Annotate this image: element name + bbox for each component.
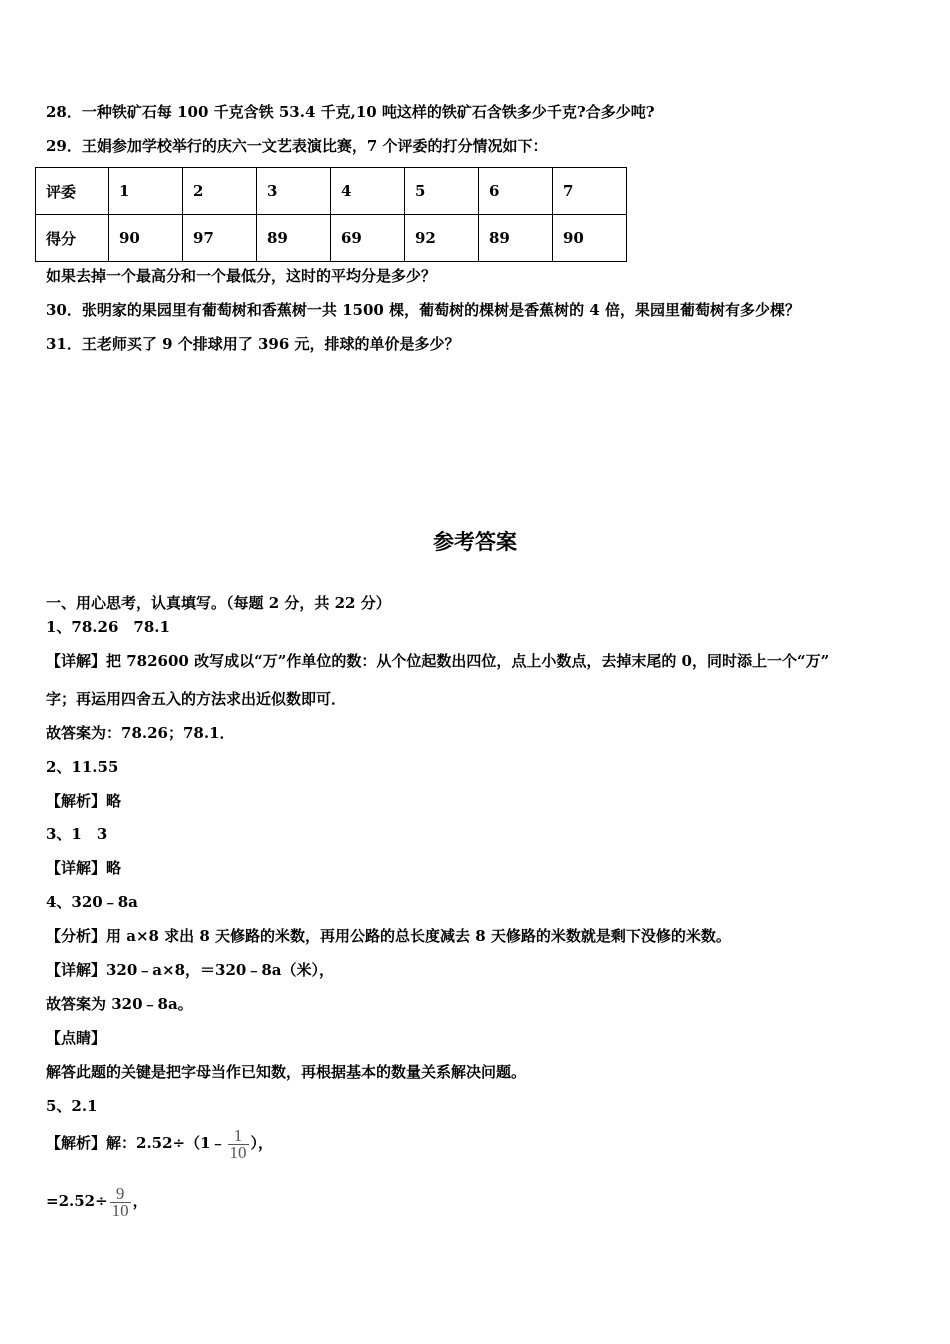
answer-2-detail: 【解析】略 [46,792,122,810]
fraction-denominator: 10 [111,1200,129,1220]
table-cell: 1 [109,168,183,215]
answer-4-point-text: 解答此题的关键是把字母当作已知数，再根据基本的数量关系解决问题。 [46,1063,527,1081]
table-cell: 92 [405,215,479,262]
table-cell: 69 [331,215,405,262]
answer-5-line-1-suffix: ）， [250,1134,274,1152]
answer-5-line-2 [46,1182,148,1220]
fraction-nine-tenths [110,1183,131,1220]
table-cell: 89 [479,215,553,262]
table-cell: 90 [553,215,627,262]
scores-table [35,167,627,262]
fraction-numerator: 1 [233,1125,243,1145]
table-cell: 3 [257,168,331,215]
answers-title: 参考答案 [433,529,517,554]
question-31: 31．王老师买了 9 个排球用了 396 元，排球的单价是多少？ [46,335,460,353]
table-cell: 2 [183,168,257,215]
section-heading: 一、用心思考，认真填写。（每题 2 分，共 22 分） [46,594,391,612]
answer-4-point: 【点睛】 [46,1029,107,1047]
answer-2: 2、11.55 [46,758,119,776]
answer-4-result: 故答案为 320﹣8a。 [46,995,193,1013]
table-row [36,215,627,262]
answer-4-detail: 【详解】320﹣a×8，＝320﹣8a（米）， [46,961,335,979]
answer-5-line-1-prefix: 【解析】解：2.52÷（1﹣ [46,1134,226,1152]
table-cell: 4 [331,168,405,215]
table-cell: 7 [553,168,627,215]
fraction-numerator: 9 [115,1183,125,1203]
table-header-judges: 评委 [36,168,109,215]
answer-1-result: 故答案为：78.26；78.1． [46,724,235,742]
table-cell: 97 [183,215,257,262]
answer-5: 5、2.1 [46,1097,98,1115]
table-cell: 6 [479,168,553,215]
fraction-one-tenth [228,1125,249,1162]
answer-4-analysis: 【分析】用 a×8 求出 8 天修路的米数，再用公路的总长度减去 8 天修路的米数就是剩下没修的米数。 [46,927,731,945]
question-29: 29．王娟参加学校举行的庆六一文艺表演比赛，7 个评委的打分情况如下： [46,137,548,155]
question-28: 28．一种铁矿石每 100 千克含铁 53.4 千克,10 吨这样的铁矿石含铁多少千克?合多少吨? [46,103,655,121]
answer-5-line-1 [46,1124,273,1162]
answer-5-line-2-suffix: ， [132,1192,148,1210]
table-row [36,168,627,215]
table-cell: 89 [257,215,331,262]
table-cell: 90 [109,215,183,262]
answer-4: 4、320﹣8a [46,893,138,911]
question-29-follow: 如果去掉一个最高分和一个最低分，这时的平均分是多少？ [46,267,437,285]
answer-3: 3、1 3 [46,825,108,843]
table-cell: 5 [405,168,479,215]
answer-1-detail-line-1: 【详解】把 782600 改写成以“万”作单位的数：从个位起数出四位，点上小数点，去掉末尾的 0，同时添上一个“万” [46,652,830,670]
question-30: 30．张明家的果园里有葡萄树和香蕉树一共 1500 棵，葡萄树的棵树是香蕉树的 4 倍，果园里葡萄树有多少棵？ [46,301,800,319]
fraction-denominator: 10 [229,1142,247,1162]
answer-1-detail-line-2: 字；再运用四舍五入的方法求出近似数即可． [46,690,347,708]
answer-1: 1、78.26 78.1 [46,618,170,636]
table-header-scores: 得分 [36,215,109,262]
answer-3-detail: 【详解】略 [46,859,122,877]
answer-5-line-2-prefix: =2.52÷ [46,1192,108,1210]
